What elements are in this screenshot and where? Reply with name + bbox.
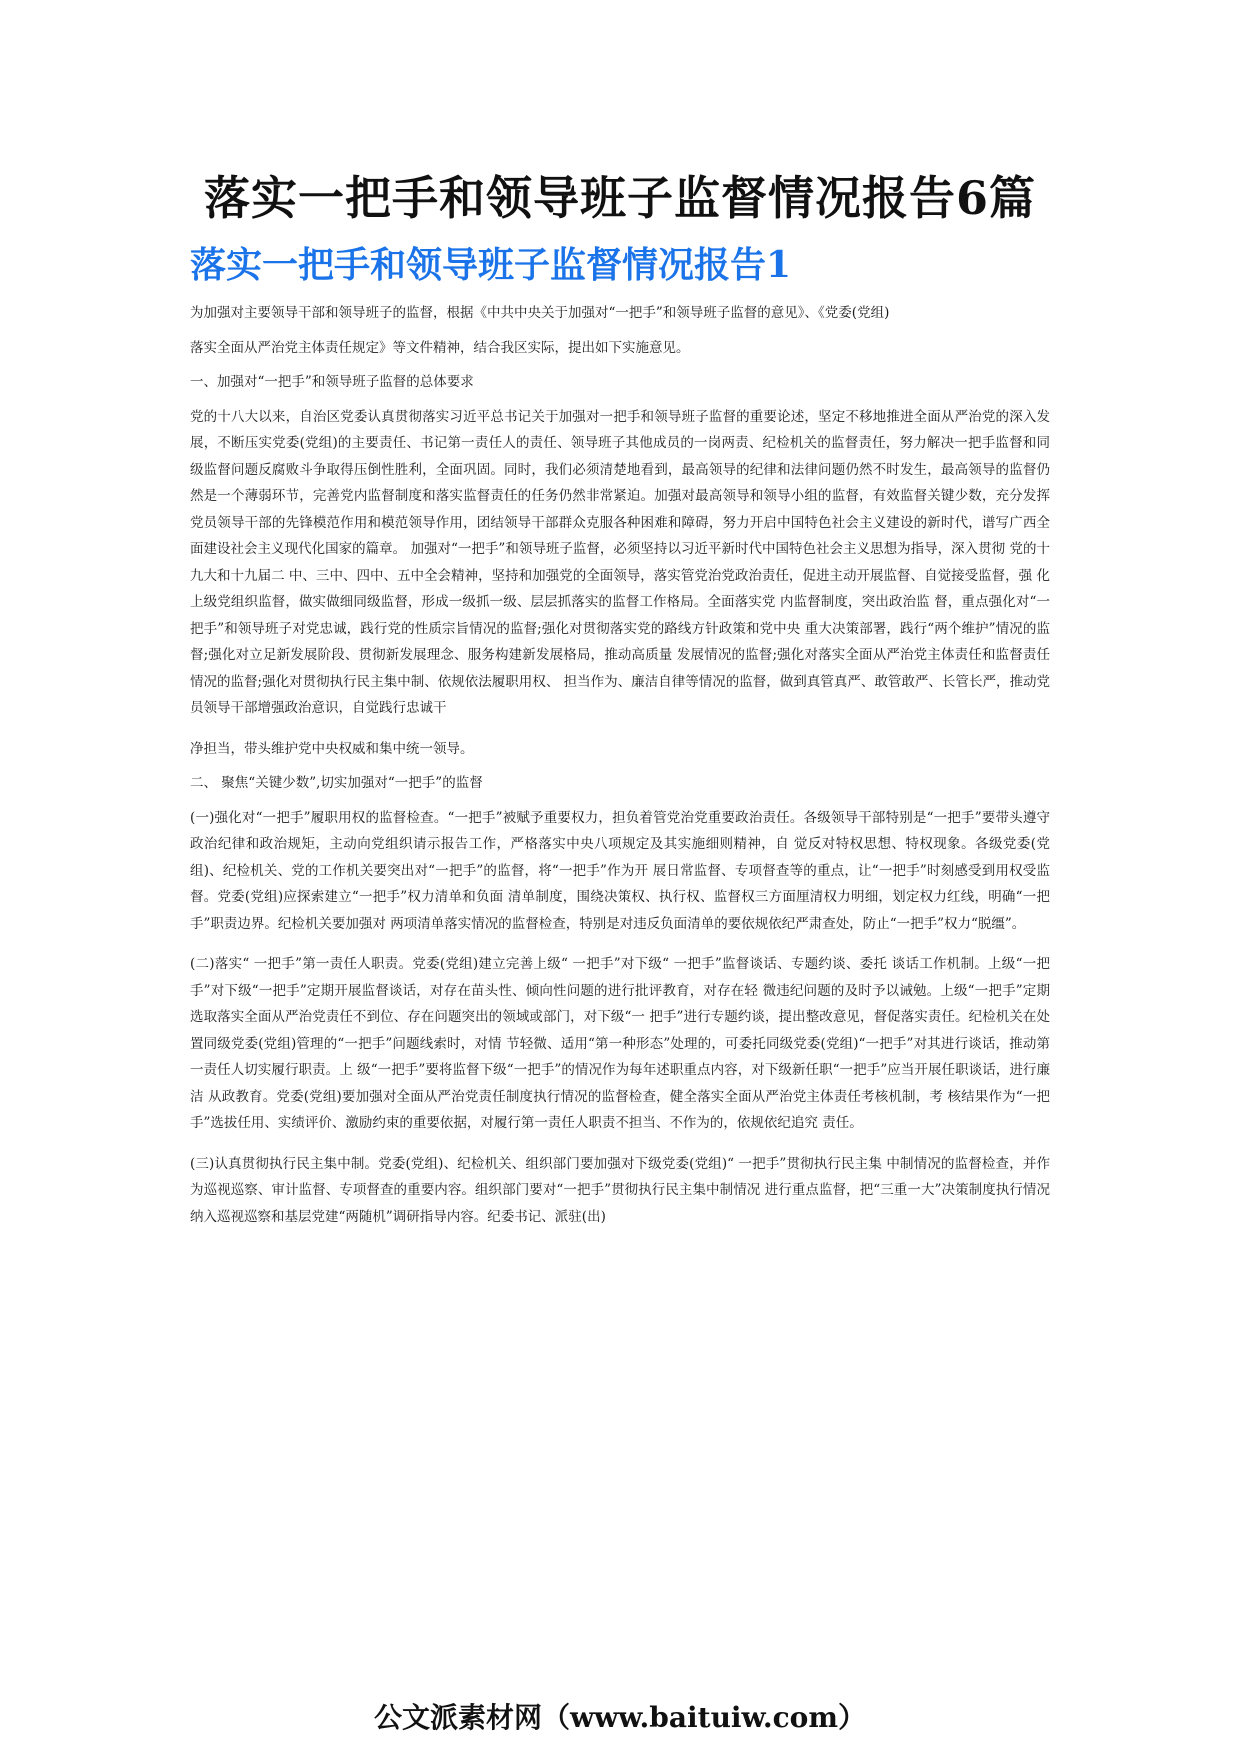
paragraph-intro-1: 为加强对主要领导干部和领导班子的监督，根据《中共中央关于加强对“一把手”和领导班子监督的意见》、《党委(党组) bbox=[190, 305, 890, 321]
paragraph-item-1: (一)强化对“一把手”履职用权的监督检查。“一把手”被赋予重要权力，担负着管党治党重要政治责任。各级领导干部特别是“一把手”要带头遵守政治纪律和政治规矩，主动向党组织请示报告工作，严格落实中央八项规定及其实施细则精神，自 觉反对特权思想、特权现象。各级党委(党组)、纪检机关、党的工作机关要突出对“一把手”的监督，将“一把手”作为开 展日常监督、专项督查等的重点，让“一把手”时刻感受到用权受监督。党委(党组)应探索建立“一把手”权力清单和负面 清单制度，围绕决策权、执行权、监督权三方面厘清权力明细，划定权力红线，明确“一把手”职责边界。纪检机关要加强对 两项清单落实情况的监督检查，特别是对违反负面清单的要依规依纪严肃查处，防止“一把手”权力“脱缰”。 bbox=[190, 809, 1050, 932]
paragraph-item-3: (三)认真贯彻执行民主集中制。党委(党组)、纪检机关、组织部门要加强对下级党委(党组)“ 一把手”贯彻执行民主集 中制情况的监督检查，并作为巡视巡察、审计监督、专项督查的重要内容。组织部门要对“一把手”贯彻执行民主集中制情况 进行重点监督，把“三重一大”决策制度执行情况纳入巡视巡察和基层党建“两随机”调研指导内容。纪委书记、派驻(出) bbox=[190, 1155, 1050, 1225]
footer-watermark: 公文派素材网（www.baituiw.com） bbox=[374, 1701, 866, 1734]
section-title: 落实一把手和领导班子监督情况报告1 bbox=[190, 244, 792, 286]
document-title: 落实一把手和领导班子监督情况报告6篇 bbox=[203, 171, 1036, 225]
paragraph-intro-2: 落实全面从严治党主体责任规定》等文件精神，结合我区实际，提出如下实施意见。 bbox=[190, 339, 690, 356]
paragraph-general-requirements: 党的十八大以来，自治区党委认真贯彻落实习近平总书记关于加强对一把手和领导班子监督的重要论述，坚定不移地推进全面从严治党的深入发展，不断压实党委(党组)的主要责任、书记第一责任人的责任、领导班子其他成员的一岗两责、纪检机关的监督责任，努力解决一把手监督和同级监督问题反腐败斗争取得压倒性胜利，全面巩固。同时，我们必须清楚地看到，最高领导的纪律和法律问题仍然不时发生，最高领导的监督仍然是一个薄弱环节，完善党内监督制度和落实监督责任的任务仍然非常紧迫。加强对最高领导和领导小组的监督，有效监督关键少数，充分发挥党员领导干部的先锋模范作用和模范领导作用，团结领导干部群众克服各种困难和障碍，努力开启中国特色社会主义建设的新时代，谱写广西全面建设社会主义现代化国家的篇章。 加强对“一把手”和领导班子监督，必须坚持以习近平新时代中国特色社会主义思想为指导，深入贯彻 党的十九大和十九届二 中、三中、四中、五中全会精神，坚持和加强党的全面领导，落实管党治党政治责任，促进主动开展监督、自觉接受监督，强 化上级党组织监督，做实做细同级监督，形成一级抓一级、层层抓落实的监督工作格局。全面落实党 内监督制度，突出政治监 督，重点强化对“一把手”和领导班子对党忠诚，践行党的性质宗旨情况的监督;强化对贯彻落实党的路线方针政策和党中央 重大决策部署，践行“两个维护”情况的监督;强化对立足新发展阶段、贯彻新发展理念、服务构建新发展格局，推动高质量 发展情况的监督;强化对落实全面从严治党主体责任和监督责任情况的监督;强化对贯彻执行民主集中制、依规依法履职用权、 担当作为、廉洁自律等情况的监督，做到真管真严、敢管敢严、长管长严，推动党员领导干部增强政治意识，自觉践行忠诚干 bbox=[190, 408, 1050, 716]
heading-part-1: 一、加强对“一把手”和领导班子监督的总体要求 bbox=[190, 374, 474, 390]
paragraph-continuation: 净担当，带头维护党中央权威和集中统一领导。 bbox=[190, 740, 474, 757]
paragraph-item-2: (二)落实“ 一把手”第一责任人职责。党委(党组)建立完善上级“ 一把手”对下级“ 一把手”监督谈话、专题约谈、委托 谈话工作机制。上级“一把手”对下级“一把手”定期开展监督谈话，对存在苗头性、倾向性问题的进行批评教育，对存在轻 微违纪问题的及时予以诫勉。上级“一把手”定期选取落实全面从严治党责任不到位、存在问题突出的领域或部门，对下级“一 把手”进行专题约谈，提出整改意见，督促落实责任。纪检机关在处置同级党委(党组)管理的“一把手”问题线索时，对情 节轻微、适用“第一种形态”处理的，可委托同级党委(党组)“一把手”对其进行谈话，推动第一责任人切实履行职责。上 级“一把手”要将监督下级“一把手”的情况作为每年述职重点内容，对下级新任职“一把手”应当开展任职谈话，进行廉洁 从政教育。党委(党组)要加强对全面从严治党责任制度执行情况的监督检查，健全落实全面从严治党主体责任考核机制，考 核结果作为“一把手”选拔任用、实绩评价、激励约束的重要依据，对履行第一责任人职责不担当、不作为的，依规依纪追究 责任。 bbox=[190, 956, 1050, 1131]
document-body bbox=[190, 300, 1050, 1244]
heading-part-2: 二、 聚焦“关键少数”,切实加强对“一把手”的监督 bbox=[190, 775, 483, 791]
